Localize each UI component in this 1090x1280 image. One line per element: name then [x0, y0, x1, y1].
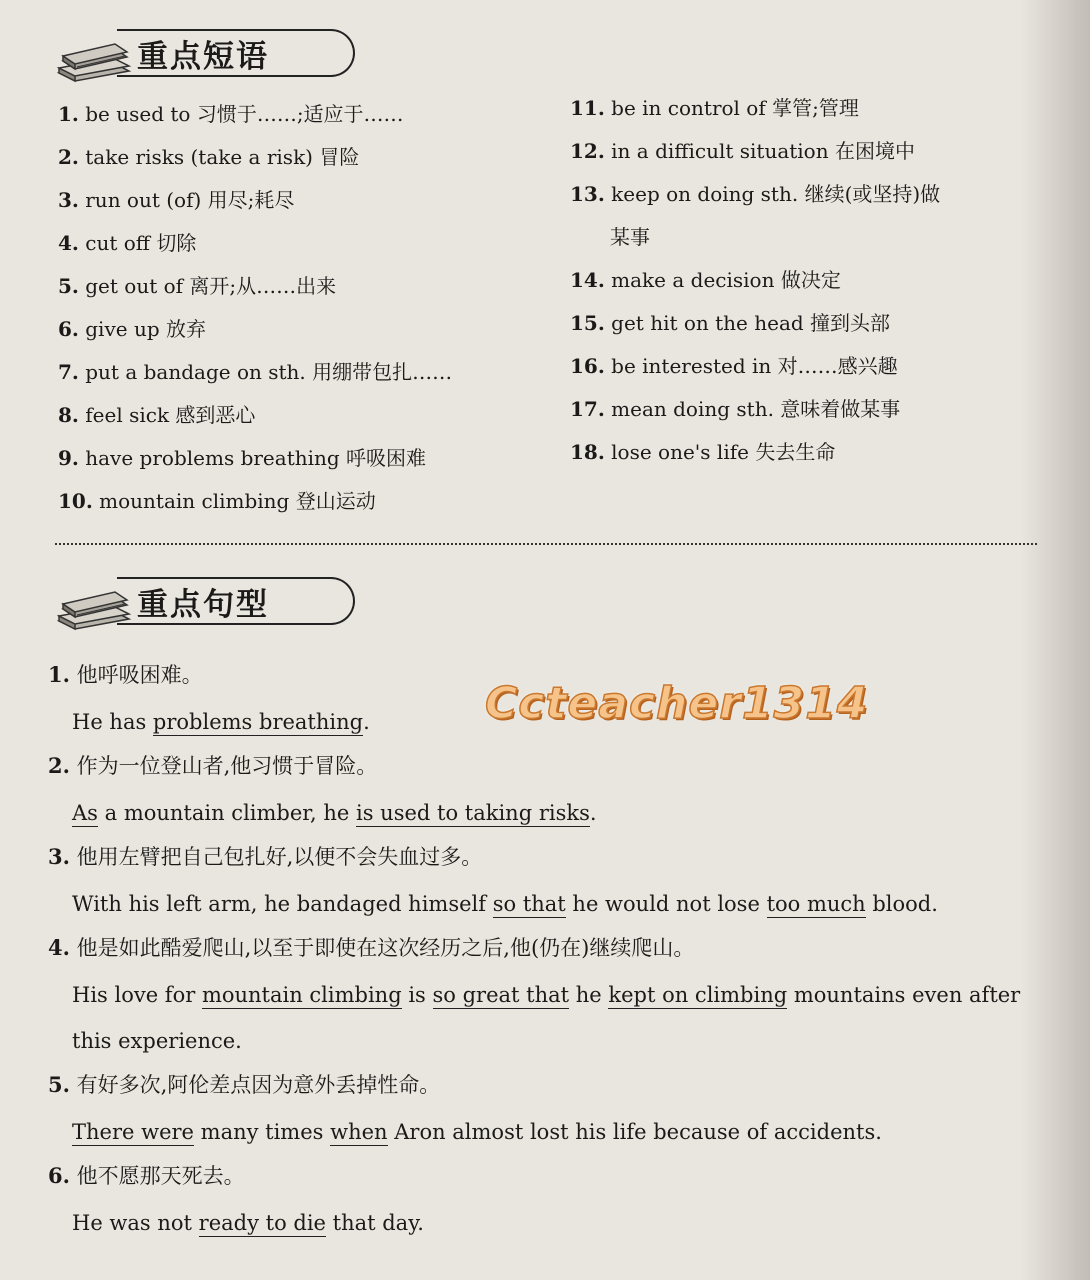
sentence-segment: .	[363, 710, 370, 734]
phrase-item	[570, 388, 940, 431]
phrase-item	[58, 308, 452, 351]
sentence-segment: that day.	[325, 1211, 424, 1235]
phrase-number: 14.	[570, 268, 605, 292]
sentence-number: 5.	[48, 1072, 70, 1097]
underlined-key-phrase: so that	[492, 892, 566, 916]
phrase-item	[58, 136, 452, 179]
phrase-number: 9.	[58, 446, 79, 470]
phrase-item	[570, 431, 940, 474]
section-title: 重点短语	[137, 39, 269, 75]
phrase-text: be used to 习惯于……;适应于……	[85, 102, 404, 126]
sentence-segment: many times	[193, 1120, 331, 1144]
sentence-chinese-text: 有好多次,阿伦差点因为意外丢掉性命。	[76, 1073, 441, 1097]
sentence-segment: .	[589, 801, 597, 825]
sentence-segment: With his left arm, he bandaged himself	[72, 892, 493, 916]
phrase-item	[570, 259, 940, 302]
phrase-item	[58, 480, 452, 523]
phrase-text: keep on doing sth. 继续(或坚持)做	[611, 182, 941, 206]
sentence-english	[48, 1201, 1058, 1247]
dotted-divider	[55, 543, 1037, 545]
phrase-item	[570, 87, 940, 130]
underlined-key-phrase: ready to die	[198, 1211, 326, 1235]
phrase-item	[570, 173, 940, 259]
underlined-key-phrase: so great that	[432, 983, 570, 1007]
phrase-text-continued: 某事	[610, 225, 650, 249]
phrase-number: 18.	[570, 440, 605, 464]
phrase-item	[58, 351, 452, 394]
sentence-segment: mountains even after	[787, 983, 1021, 1007]
underlined-key-phrase: There were	[72, 1120, 194, 1144]
phrase-text: make a decision 做决定	[611, 268, 841, 292]
phrase-list-left	[58, 93, 452, 523]
phrase-list-right	[570, 87, 940, 474]
sentence-segment: Aron almost lost his life because of accidents.	[387, 1120, 882, 1144]
underlined-key-phrase: mountain climbing	[201, 983, 402, 1007]
sentence-chinese	[48, 1156, 1058, 1201]
underlined-key-phrase: too much	[766, 892, 866, 916]
phrase-number: 15.	[570, 311, 605, 335]
phrase-text: be in control of 掌管;管理	[611, 96, 859, 120]
phrase-text: in a difficult situation 在困境中	[611, 139, 915, 163]
phrase-item	[570, 345, 940, 388]
underlined-key-phrase: when	[330, 1120, 388, 1144]
phrase-text: mean doing sth. 意味着做某事	[611, 397, 901, 421]
underlined-key-phrase: kept on climbing	[608, 983, 788, 1007]
sentence-segment: he	[569, 983, 609, 1007]
phrase-number: 6.	[58, 317, 79, 341]
phrase-text: get out of 离开;从……出来	[85, 274, 337, 298]
sentence-list	[48, 655, 1058, 1247]
phrase-number: 12.	[570, 139, 605, 163]
phrase-number: 4.	[58, 231, 79, 255]
sentence-english	[48, 973, 1058, 1019]
watermark-text: Ccteacher1314	[485, 678, 869, 729]
sentence-segment: a mountain climber, he	[97, 801, 356, 825]
sentence-segment: He has	[72, 710, 153, 734]
phrase-text: put a bandage on sth. 用绷带包扎……	[85, 360, 453, 384]
sentence-number: 3.	[48, 844, 70, 869]
phrase-text: run out (of) 用尽;耗尽	[85, 188, 295, 212]
sentence-chinese	[48, 837, 1058, 882]
key-phrases-header	[55, 25, 375, 85]
phrase-number: 11.	[570, 96, 605, 120]
phrase-item	[570, 302, 940, 345]
phrase-number: 16.	[570, 354, 605, 378]
phrase-text: lose one's life 失去生命	[611, 440, 836, 464]
phrase-number: 3.	[58, 188, 79, 212]
sentence-segment: His love for	[72, 983, 202, 1007]
phrase-item	[58, 265, 452, 308]
phrase-item	[570, 130, 940, 173]
underlined-key-phrase: As	[72, 801, 98, 825]
phrase-number: 10.	[58, 489, 93, 513]
phrase-text: be interested in 对……感兴趣	[611, 354, 898, 378]
phrase-item	[58, 93, 452, 136]
sentence-number: 4.	[48, 935, 70, 960]
phrase-number: 7.	[58, 360, 79, 384]
sentence-segment: is	[401, 983, 433, 1007]
phrase-text: have problems breathing 呼吸困难	[85, 446, 427, 470]
phrase-number: 1.	[58, 102, 79, 126]
key-sentences-header	[55, 573, 375, 633]
sentence-segment: blood.	[865, 892, 938, 916]
sentence-chinese	[48, 746, 1058, 791]
sentence-english	[48, 882, 1058, 928]
sentence-english	[48, 1110, 1058, 1156]
sentence-number: 6.	[48, 1163, 70, 1188]
phrase-item	[58, 222, 452, 265]
sentence-segment: He was not	[72, 1211, 199, 1235]
phrase-text: get hit on the head 撞到头部	[611, 311, 891, 335]
sentence-chinese-text: 他用左臂把自己包扎好,以便不会失血过多。	[76, 845, 483, 869]
phrase-text: give up 放弃	[85, 317, 206, 341]
phrase-text: take risks (take a risk) 冒险	[85, 145, 360, 169]
phrase-number: 17.	[570, 397, 605, 421]
sentence-chinese	[48, 1065, 1058, 1110]
sentence-chinese-text: 他不愿那天死去。	[76, 1164, 245, 1188]
sentence-chinese-text: 他是如此酷爱爬山,以至于即使在这次经历之后,他(仍在)继续爬山。	[76, 936, 695, 960]
phrase-number: 8.	[58, 403, 79, 427]
sentence-chinese-text: 他呼吸困难。	[76, 663, 203, 687]
sentence-chinese	[48, 928, 1058, 973]
sentence-english-continued: this experience.	[72, 1029, 242, 1053]
sentence-number: 2.	[48, 753, 70, 778]
phrase-item	[58, 179, 452, 222]
underlined-key-phrase: is used to taking risks	[356, 801, 590, 825]
sentence-english	[48, 791, 1058, 837]
phrase-number: 13.	[570, 182, 605, 206]
phrase-number: 2.	[58, 145, 79, 169]
phrase-text: cut off 切除	[85, 231, 197, 255]
section-title: 重点句型	[137, 587, 269, 623]
phrase-item	[58, 394, 452, 437]
phrase-item	[58, 437, 452, 480]
sentence-number: 1.	[48, 662, 70, 687]
phrase-text: mountain climbing 登山运动	[99, 489, 376, 513]
sentence-chinese-text: 作为一位登山者,他习惯于冒险。	[76, 754, 378, 778]
sentence-segment: he would not lose	[565, 892, 767, 916]
phrase-number: 5.	[58, 274, 79, 298]
underlined-key-phrase: problems breathing	[152, 710, 364, 734]
phrase-text: feel sick 感到恶心	[85, 403, 256, 427]
